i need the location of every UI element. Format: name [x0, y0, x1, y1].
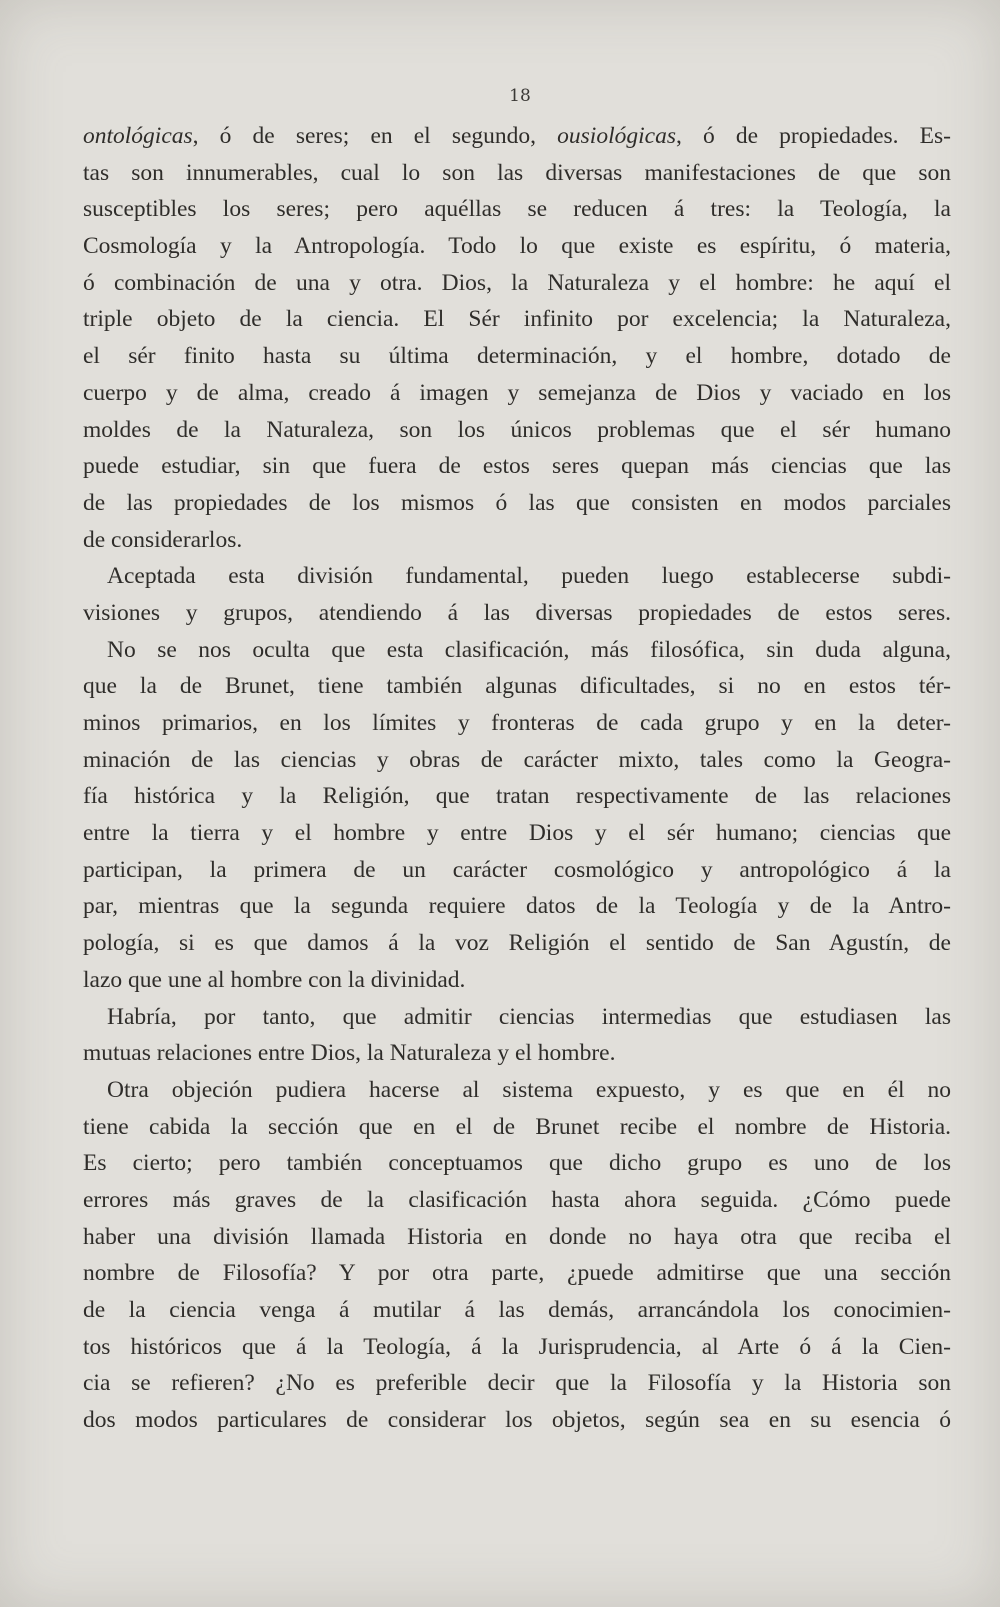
text-line	[83, 1255, 951, 1292]
text-segment: mutuas relaciones entre Dios, la Naturaleza y el hombre.	[83, 1040, 616, 1067]
text-line	[83, 522, 951, 559]
text-line	[83, 191, 951, 228]
text-segment: cia se refieren? ¿No es preferible decir que la Filosofía y la Historia son	[83, 1370, 951, 1397]
text-segment: Cosmología y la Antropología. Todo lo que existe es espíritu, ó materia,	[83, 233, 951, 260]
text-segment: ó combinación de una y otra. Dios, la Naturaleza y el hombre: he aquí el	[83, 269, 951, 296]
text-segment: minos primarios, en los límites y fronteras de cada grupo y en la deter-	[83, 710, 951, 736]
text-segment: participan, la primera de un carácter cosmológico y antropológico á la	[83, 856, 951, 883]
text-segment: triple objeto de la ciencia. El Sér infinito por excelencia; la Naturaleza,	[83, 306, 951, 333]
text-segment: cuerpo y de alma, creado á imagen y semejanza de Dios y vaciado en los	[83, 379, 951, 406]
text-line	[83, 1365, 951, 1402]
text-line	[83, 1219, 951, 1256]
text-line	[83, 1109, 951, 1146]
text-segment: nombre de Filosofía? Y por otra parte, ¿puede admitirse que una sección	[83, 1260, 951, 1287]
text-segment: puede estudiar, sin que fuera de estos seres quepan más ciencias que las	[83, 453, 951, 480]
text-segment: de considerarlos.	[83, 526, 243, 553]
text-segment: tas son innumerables, cual lo son las diversas manifestaciones de que son	[83, 159, 951, 186]
text-segment: fía histórica y la Religión, que tratan respectivamente de las relaciones	[83, 783, 951, 810]
text-line	[83, 1329, 951, 1366]
text-line	[83, 632, 951, 669]
text-segment: de la ciencia venga á mutilar á las demás, arrancándola los conocimien-	[83, 1297, 951, 1323]
text-line	[83, 888, 951, 925]
italic-term: ousiológicas	[557, 123, 676, 149]
text-line	[83, 228, 951, 265]
text-segment: moldes de la Naturaleza, son los únicos problemas que el sér humano	[83, 416, 951, 443]
text-segment: lazo que une al hombre con la divinidad.	[83, 966, 466, 993]
text-line	[83, 778, 951, 815]
text-segment: Habría, por tanto, que admitir ciencias intermedias que estudiasen las	[107, 1003, 951, 1030]
text-line	[83, 962, 951, 999]
text-line	[83, 852, 951, 889]
text-line	[83, 485, 951, 522]
text-line	[83, 595, 951, 632]
text-segment: de las propiedades de los mismos ó las que consisten en modos parciales	[83, 489, 951, 516]
text-line	[83, 705, 951, 742]
text-segment: , ó de seres; en el segundo,	[192, 123, 558, 149]
text-line	[83, 668, 951, 705]
text-line	[83, 925, 951, 962]
text-segment: tiene cabida la sección que en el de Brunet recibe el nombre de Historia.	[83, 1113, 951, 1140]
text-line	[83, 1292, 951, 1329]
text-segment: Es cierto; pero también conceptuamos que dicho grupo es uno de los	[83, 1150, 951, 1177]
text-line	[83, 412, 951, 449]
italic-term: ontológicas	[83, 123, 193, 149]
text-segment: par, mientras que la segunda requiere datos de la Teología y de la Antro-	[83, 893, 951, 920]
text-line	[83, 155, 951, 192]
text-line	[83, 1402, 951, 1439]
text-line	[83, 558, 951, 595]
text-segment: tos históricos que á la Teología, á la Jurisprudencia, al Arte ó á la Cien-	[83, 1333, 951, 1360]
body-text	[83, 118, 951, 1439]
text-line	[83, 1035, 951, 1072]
text-line	[83, 815, 951, 852]
text-segment: dos modos particulares de considerar los objetos, según sea en su esencia ó	[83, 1407, 951, 1434]
text-line	[83, 375, 951, 412]
text-segment: visiones y grupos, atendiendo á las diversas propiedades de estos seres.	[83, 599, 951, 626]
text-line	[83, 999, 951, 1036]
page-number: 18	[509, 86, 531, 106]
text-segment: haber una división llamada Historia en donde no haya otra que reciba el	[83, 1223, 951, 1250]
text-segment: entre la tierra y el hombre y entre Dios y el sér humano; ciencias que	[83, 820, 951, 847]
text-line	[83, 265, 951, 302]
text-segment: No se nos oculta que esta clasificación, más filosófica, sin duda alguna,	[107, 636, 951, 663]
text-segment: Aceptada esta división fundamental, pueden luego establecerse subdi-	[107, 563, 951, 590]
text-segment: minación de las ciencias y obras de carácter mixto, tales como la Geogra-	[83, 746, 951, 773]
text-line	[83, 1182, 951, 1219]
text-line	[83, 1072, 951, 1109]
text-line	[83, 301, 951, 338]
text-segment: errores más graves de la clasificación hasta ahora seguida. ¿Cómo puede	[83, 1186, 951, 1213]
text-segment: el sér finito hasta su última determinación, y el hombre, dotado de	[83, 343, 951, 370]
text-line	[83, 1145, 951, 1182]
text-segment: Otra objeción pudiera hacerse al sistema expuesto, y es que en él no	[107, 1076, 951, 1103]
text-line	[83, 338, 951, 375]
text-segment: que la de Brunet, tiene también algunas dificultades, si no en estos tér-	[83, 673, 951, 700]
text-line	[83, 742, 951, 779]
text-segment: pología, si es que damos á la voz Religión el sentido de San Agustín, de	[83, 930, 951, 957]
text-line	[83, 448, 951, 485]
text-segment: susceptibles los seres; pero aquéllas se reducen á tres: la Teología, la	[83, 196, 951, 223]
text-line	[83, 118, 951, 155]
text-segment: , ó de propiedades. Es-	[675, 123, 951, 149]
